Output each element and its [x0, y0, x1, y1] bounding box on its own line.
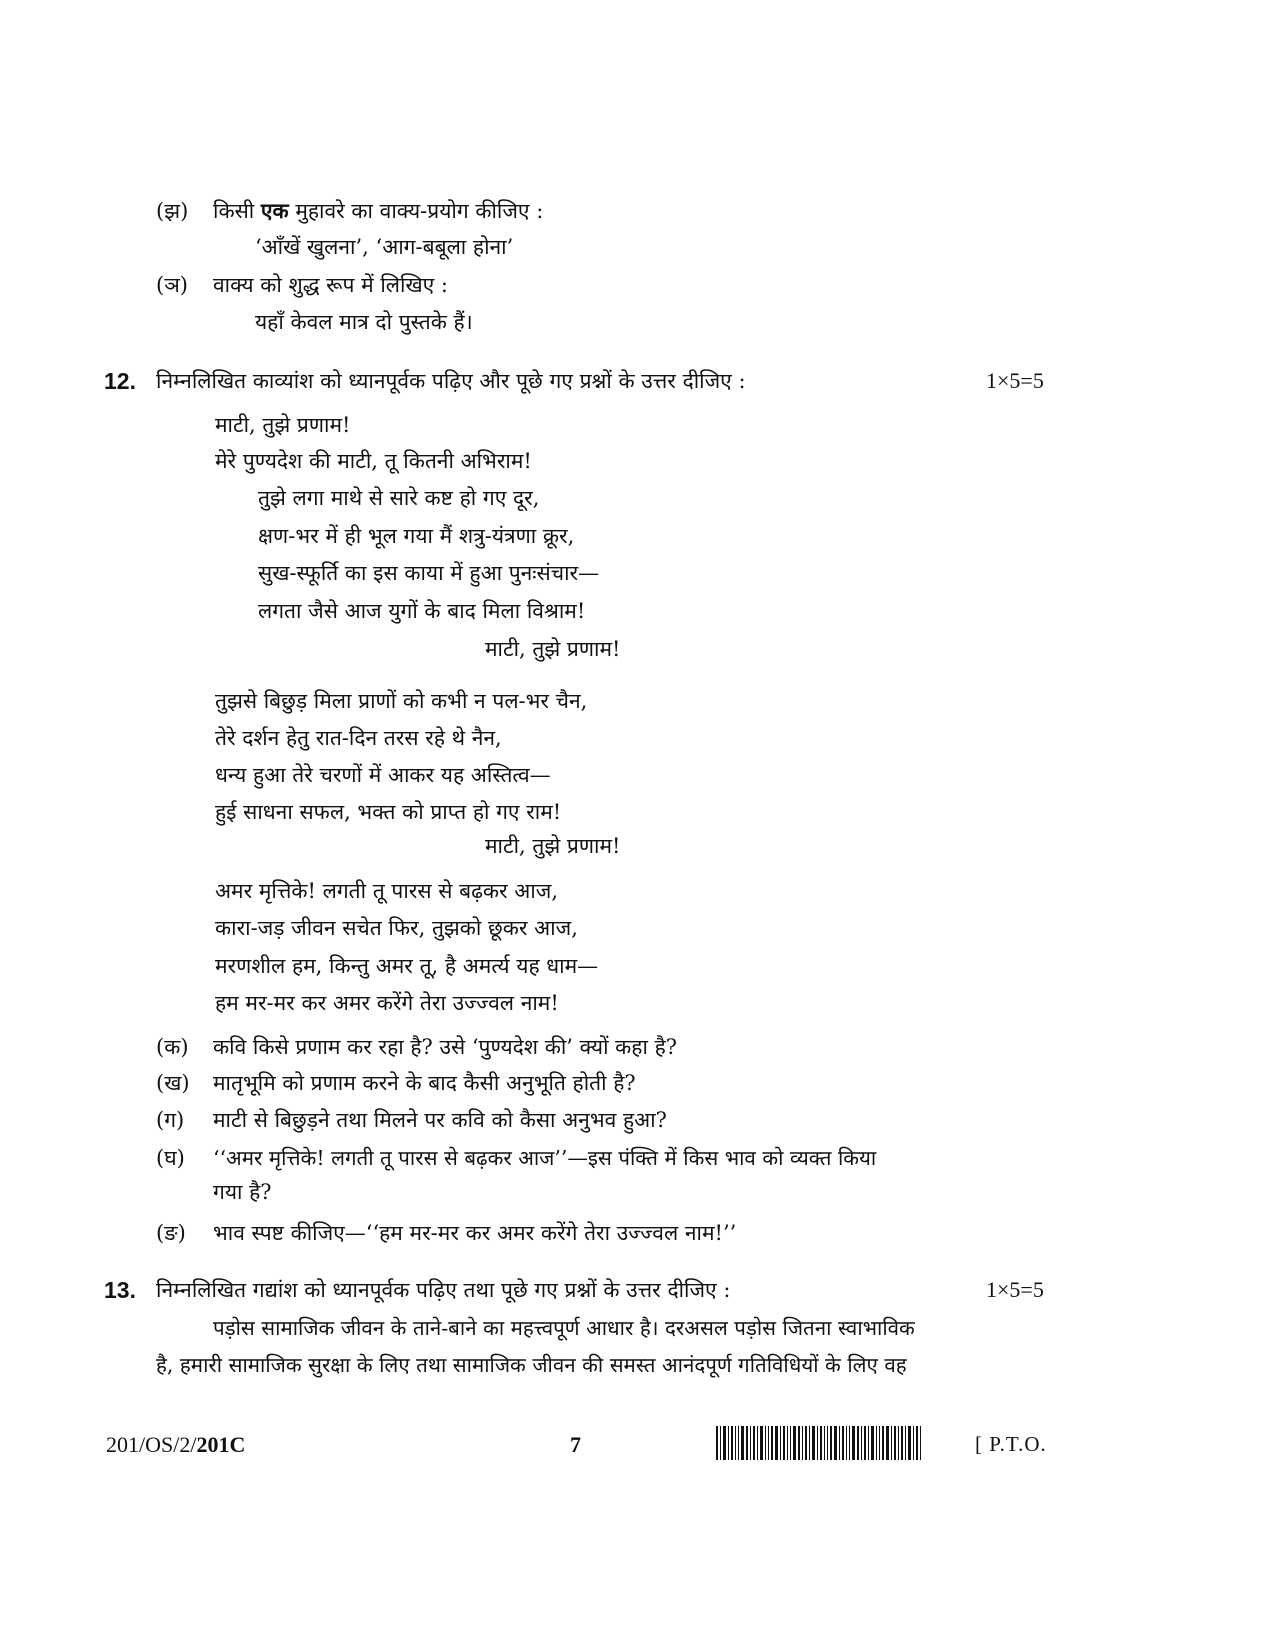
- pto-marker: [ P.T.O.: [975, 1432, 1047, 1456]
- q13-passage-line: पड़ोस सामाजिक जीवन के ताने-बाने का महत्त्वपूर्ण आधार है। दरअसल पड़ोस जितना स्वाभाविक: [213, 1316, 915, 1340]
- sub-question-label: (क): [156, 1035, 189, 1059]
- jha-text-bold: एक: [260, 198, 289, 223]
- poem-line: माटी, तुझे प्रणाम!: [215, 413, 351, 437]
- sub-question-text: भाव स्पष्ट कीजिए—‘‘हम मर-मर कर अमर करेंगे तेरा उज्ज्वल नाम!’’: [213, 1221, 737, 1245]
- poem-refrain: माटी, तुझे प्रणाम!: [485, 637, 621, 661]
- q13-instruction: निम्नलिखित गद्यांश को ध्यानपूर्वक पढ़िए तथा पूछे गए प्रश्नों के उत्तर दीजिए :: [156, 1278, 731, 1302]
- part-jha-sub: ‘आँखें खुलना’, ‘आग-बबूला होना’: [255, 235, 514, 259]
- part-label-nya: (ञ): [156, 273, 188, 297]
- page-number: 7: [570, 1432, 581, 1457]
- poem-line: कारा-जड़ जीवन सचेत फिर, तुझको छूकर आज,: [215, 916, 578, 940]
- barcode-image: [716, 1426, 961, 1460]
- part-jha-text: [213, 196, 543, 226]
- poem-line: तेरे दर्शन हेतु रात-दिन तरस रहे थे नैन,: [215, 726, 502, 750]
- part-nya-text: वाक्य को शुद्ध रूप में लिखिए :: [213, 273, 448, 297]
- q13-passage-line: है, हमारी सामाजिक सुरक्षा के लिए तथा सामाजिक जीवन की समस्त आनंदपूर्ण गतिविधियों के लिए वह: [156, 1353, 907, 1377]
- sub-question-text: मातृभूमि को प्रणाम करने के बाद कैसी अनुभूति होती है?: [213, 1071, 636, 1095]
- sub-question-label: (ग): [156, 1108, 185, 1132]
- question-number-13: 13.: [104, 1277, 136, 1303]
- sub-question-label: (घ): [156, 1146, 185, 1170]
- paper-code: [106, 1432, 245, 1458]
- sub-question-text: ‘‘अमर मृत्तिके! लगती तू पारस से बढ़कर आज’’—इस पंक्ति में किस भाव को व्यक्त किया: [213, 1146, 877, 1170]
- poem-line: तुझे लगा माथे से सारे कष्ट हो गए दूर,: [258, 486, 540, 510]
- q12-instruction: निम्नलिखित काव्यांश को ध्यानपूर्वक पढ़िए और पूछे गए प्रश्नों के उत्तर दीजिए :: [156, 369, 746, 393]
- q13-marks: 1×5=5: [986, 1277, 1044, 1302]
- paper-code-prefix: 201/OS/2/: [106, 1432, 197, 1457]
- poem-line: सुख-स्फूर्ति का इस काया में हुआ पुनःसंचार—: [258, 561, 600, 585]
- poem-line: मरणशील हम, किन्तु अमर तू, है अमर्त्य यह धाम—: [215, 954, 599, 978]
- sub-question-label: (ख): [156, 1071, 190, 1095]
- jha-text-post: मुहावरे का वाक्य-प्रयोग कीजिए :: [288, 199, 544, 223]
- poem-line: हम मर-मर कर अमर करेंगे तेरा उज्ज्वल नाम!: [215, 991, 559, 1015]
- poem-line: क्षण-भर में ही भूल गया मैं शत्रु-यंत्रणा क्रूर,: [258, 524, 575, 548]
- sub-question-label: (ङ): [156, 1221, 186, 1245]
- poem-line: धन्य हुआ तेरे चरणों में आकर यह अस्तित्व—: [215, 763, 551, 787]
- poem-line: लगता जैसे आज युगों के बाद मिला विश्राम!: [258, 599, 586, 623]
- jha-text-pre: किसी: [213, 199, 261, 223]
- poem-line: तुझसे बिछुड़ मिला प्राणों को कभी न पल-भर चैन,: [215, 689, 588, 713]
- sub-question-text: कवि किसे प्रणाम कर रहा है? उसे ‘पुण्यदेश की’ क्यों कहा है?: [213, 1035, 677, 1059]
- part-nya-sub: यहाँ केवल मात्र दो पुस्तके हैं।: [255, 310, 473, 334]
- poem-refrain: माटी, तुझे प्रणाम!: [485, 834, 621, 858]
- question-number-12: 12.: [104, 368, 136, 394]
- poem-line: अमर मृत्तिके! लगती तू पारस से बढ़कर आज,: [215, 879, 559, 903]
- poem-line: मेरे पुण्यदेश की माटी, तू कितनी अभिराम!: [215, 449, 532, 473]
- sub-question-text-continued: गया है?: [213, 1180, 272, 1204]
- paper-code-bold: 201C: [196, 1432, 246, 1457]
- sub-question-text: माटी से बिछुड़ने तथा मिलने पर कवि को कैसा अनुभव हुआ?: [213, 1108, 667, 1132]
- part-label-jha: (झ): [156, 199, 189, 223]
- poem-line: हुई साधना सफल, भक्त को प्राप्त हो गए राम!: [215, 800, 562, 824]
- q12-marks: 1×5=5: [986, 368, 1044, 393]
